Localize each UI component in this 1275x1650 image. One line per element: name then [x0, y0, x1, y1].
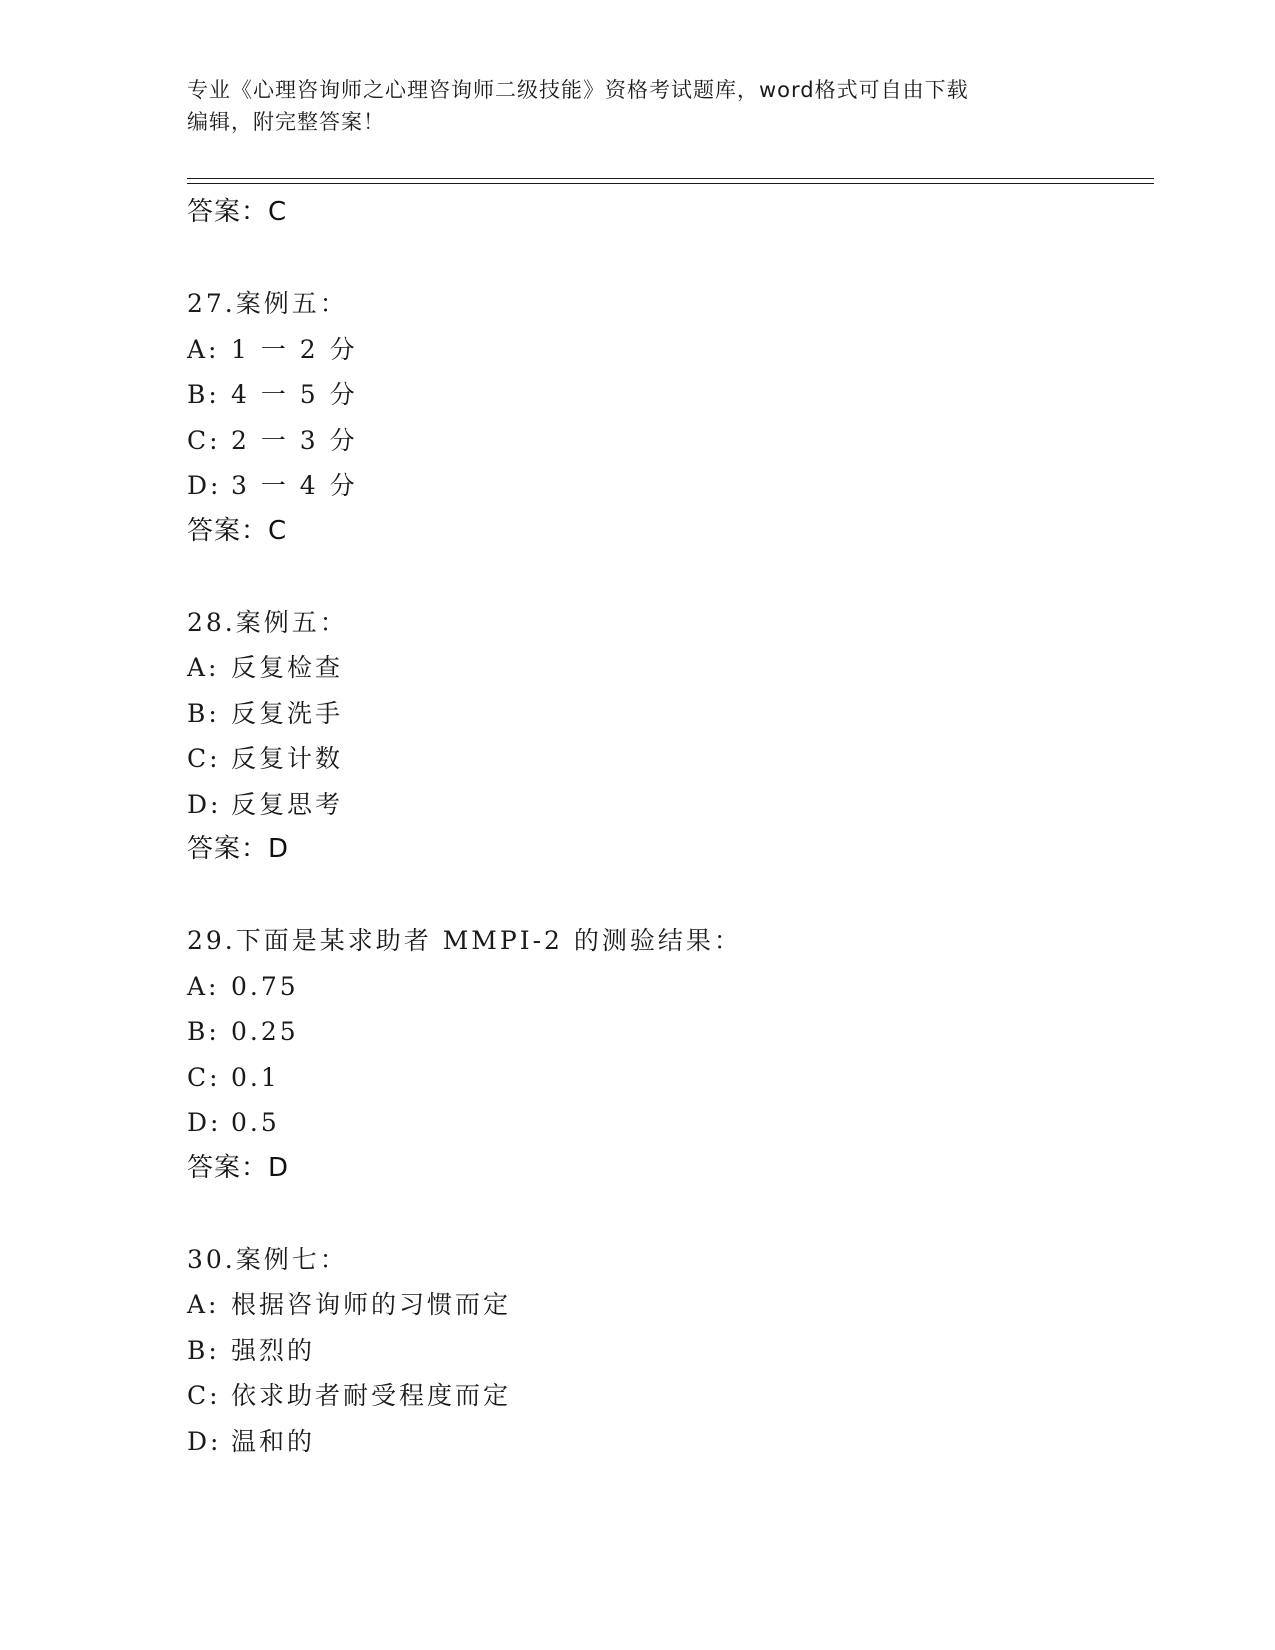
option-letter: A: [187, 334, 220, 364]
option-d [187, 782, 1147, 828]
question-title: 28.案例五： [187, 607, 348, 637]
answer-line: 答案：D [187, 834, 290, 864]
question-block [187, 1237, 1147, 1465]
question-title: 29.下面是某求助者 MMPI-2 的测验结果： [187, 926, 742, 955]
option-letter: B: [187, 380, 220, 409]
option-c [187, 1055, 1147, 1101]
option-letter: B: [187, 1335, 220, 1365]
option-letter: C: [187, 1381, 221, 1410]
option-letter: A: [187, 1290, 220, 1319]
option-a [187, 327, 1147, 373]
option-text: 0.25 [231, 1017, 299, 1046]
option-letter: B: [187, 1017, 220, 1046]
option-letter: C: [187, 744, 221, 773]
option-text: 反复思考 [231, 789, 344, 819]
header-rule-bottom [187, 183, 1154, 184]
option-a [187, 964, 1147, 1010]
option-b [187, 1009, 1147, 1055]
header-line-2: 编辑，附完整答案！ [187, 110, 385, 134]
option-letter: A: [187, 653, 220, 682]
option-letter: D: [187, 789, 222, 819]
question-title: 30.案例七： [187, 1244, 348, 1274]
option-text: 反复检查 [231, 653, 344, 682]
option-text: 依求助者耐受程度而定 [231, 1381, 512, 1410]
option-text: 1 一 2 分 [231, 334, 358, 364]
option-text: 温和的 [231, 1426, 316, 1456]
option-text: 反复洗手 [231, 698, 344, 728]
question-title: 27.案例五： [187, 289, 348, 318]
option-b [187, 1328, 1147, 1374]
option-text: 4 一 5 分 [231, 380, 358, 409]
question-list [187, 190, 1147, 1464]
page-header [187, 74, 1087, 138]
option-c [187, 736, 1147, 782]
answer-line: 答案：C [187, 197, 288, 227]
question-block [187, 281, 1147, 553]
answer-line: 答案：C [187, 515, 288, 546]
question-block [187, 918, 1147, 1190]
option-letter: A: [187, 971, 220, 1001]
option-a [187, 645, 1147, 691]
option-a [187, 1282, 1147, 1328]
option-c [187, 418, 1147, 464]
option-d [187, 1419, 1147, 1465]
option-b [187, 372, 1147, 418]
option-letter: D: [187, 1426, 222, 1456]
option-text: 3 一 4 分 [231, 471, 358, 500]
option-text: 反复计数 [231, 744, 344, 773]
option-letter: C: [187, 425, 221, 455]
option-text: 2 一 3 分 [231, 425, 358, 455]
header-line-1: 专业《心理咨询师之心理咨询师二级技能》资格考试题库，word格式可自由下载 [187, 78, 969, 102]
question-block [187, 600, 1147, 872]
option-d [187, 1100, 1147, 1146]
option-text: 0.1 [231, 1062, 280, 1092]
option-text: 0.75 [231, 971, 299, 1001]
answer-line: 答案：D [187, 1152, 290, 1183]
option-letter: D: [187, 471, 222, 500]
option-letter: D: [187, 1108, 222, 1137]
option-text: 根据咨询师的习惯而定 [231, 1290, 512, 1319]
option-text: 强烈的 [231, 1335, 316, 1365]
header-rule-top [187, 178, 1154, 179]
option-letter: C: [187, 1062, 221, 1092]
option-c [187, 1373, 1147, 1419]
option-letter: B: [187, 698, 220, 728]
option-text: 0.5 [231, 1108, 280, 1137]
option-b [187, 691, 1147, 737]
option-d [187, 463, 1147, 509]
